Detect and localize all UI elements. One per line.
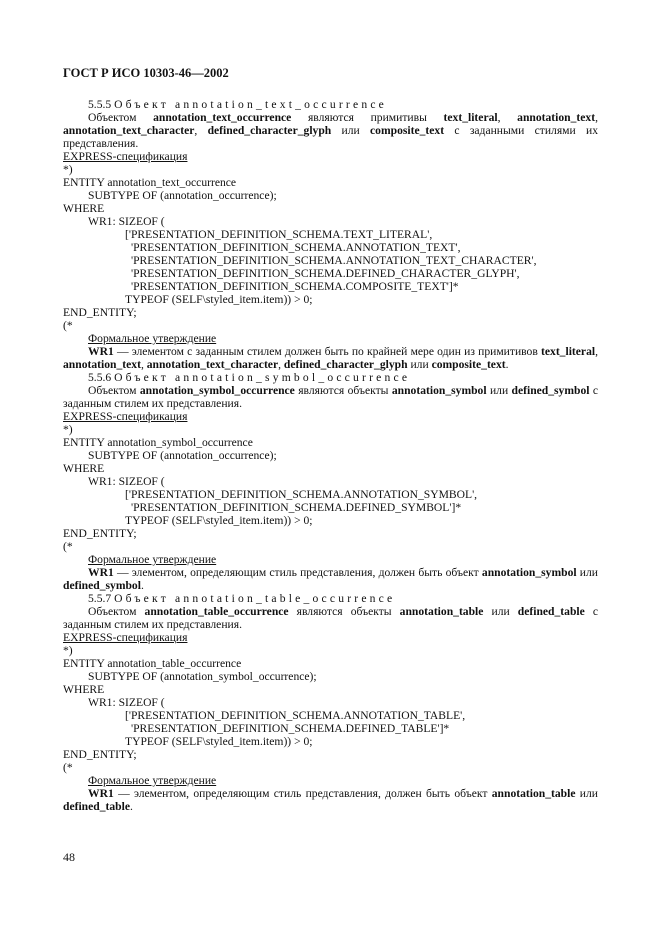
code-line: TYPEOF (SELF\styled_item.item)) > 0;	[125, 514, 313, 527]
text-run: ,	[595, 111, 598, 124]
code-line: TYPEOF (SELF\styled_item.item)) > 0;	[125, 293, 313, 306]
code-line: WHERE	[63, 202, 105, 215]
term: composite_text	[370, 124, 445, 137]
paragraph-text	[63, 345, 598, 371]
paragraph-text	[63, 566, 598, 592]
term: annotation_text_character	[146, 358, 279, 371]
section-description	[63, 384, 598, 410]
text-run: с заданным стилем их представления.	[63, 605, 599, 631]
text-run: ,	[278, 358, 284, 371]
text-run: или	[407, 358, 432, 371]
term: annotation_table	[399, 605, 484, 618]
text-run: или	[331, 124, 371, 137]
express-label: EXPRESS-спецификация	[63, 631, 188, 644]
section-annotation-text-occurrence	[63, 98, 598, 371]
term: annotation_table_occurrence	[144, 605, 289, 618]
code-line: 'PRESENTATION_DEFINITION_SCHEMA.DEFINED_CHARACTER_GLYPH',	[131, 267, 520, 280]
section-description	[63, 111, 598, 150]
text-run: ,	[497, 111, 518, 124]
term: WR1	[88, 566, 114, 579]
term: annotation_text_occurrence	[153, 111, 292, 124]
code-line: ENTITY annotation_text_occurrence	[63, 176, 237, 189]
paragraph-text	[63, 384, 598, 410]
code-line: 'PRESENTATION_DEFINITION_SCHEMA.COMPOSITE_TEXT']*	[131, 280, 459, 293]
section-title	[63, 592, 598, 605]
code-line: 'PRESENTATION_DEFINITION_SCHEMA.ANNOTATION_TEXT',	[131, 241, 461, 254]
term: composite_text	[431, 358, 506, 371]
section-number: 5.5.7	[88, 592, 112, 605]
text-run: .	[505, 358, 509, 371]
section-title-text: Объект annotation_text_occurrence	[114, 98, 388, 111]
term: WR1	[88, 345, 114, 358]
express-label: EXPRESS-спецификация	[63, 150, 188, 163]
document-header: ГОСТ Р ИСО 10303-46—2002	[63, 66, 229, 80]
formal-rule	[63, 345, 598, 371]
page-number: 48	[63, 850, 75, 864]
text-run: Объектом	[88, 605, 145, 618]
term: defined_table	[63, 800, 130, 813]
paragraph-text	[63, 787, 598, 813]
text-run: или	[483, 605, 518, 618]
text-run: Объектом	[88, 384, 140, 397]
term: defined_symbol	[63, 579, 141, 592]
formal-rule	[63, 566, 598, 592]
code-line: WHERE	[63, 683, 105, 696]
term: defined_character_glyph	[207, 124, 332, 137]
express-code	[63, 423, 598, 553]
code-line: 'PRESENTATION_DEFINITION_SCHEMA.DEFINED_TABLE']*	[131, 722, 450, 735]
code-line: ['PRESENTATION_DEFINITION_SCHEMA.TEXT_LITERAL',	[125, 228, 433, 241]
term: defined_table	[517, 605, 585, 618]
text-run: с заданным стилем их представления.	[63, 384, 599, 410]
text-run: .	[140, 579, 144, 592]
page-content	[63, 98, 598, 813]
term: annotation_text	[517, 111, 596, 124]
code-line: SUBTYPE OF (annotation_occurrence);	[88, 449, 277, 462]
term: defined_character_glyph	[283, 358, 408, 371]
code-line: SUBTYPE OF (annotation_occurrence);	[88, 189, 277, 202]
code-line: WR1: SIZEOF (	[88, 696, 165, 709]
formal-rule	[63, 787, 598, 813]
term: annotation_text_character	[63, 124, 195, 137]
code-line: (*	[63, 319, 73, 332]
formal-label: Формальное утверждение	[88, 332, 217, 345]
text-run: Объектом	[88, 111, 154, 124]
text-run: или	[486, 384, 512, 397]
term: annotation_text	[63, 358, 141, 371]
term: annotation_symbol_occurrence	[139, 384, 295, 397]
term: text_literal	[443, 111, 498, 124]
code-line: ['PRESENTATION_DEFINITION_SCHEMA.ANNOTATION_TABLE',	[125, 709, 466, 722]
code-line: END_ENTITY;	[63, 748, 137, 761]
text-run: или	[575, 787, 598, 800]
text-run: являются объекты	[294, 384, 392, 397]
text-run: ,	[595, 345, 598, 358]
section-title-text: Объект annotation_table_occurrence	[114, 592, 396, 605]
text-run: ,	[194, 124, 208, 137]
term: annotation_symbol	[391, 384, 487, 397]
text-run: ,	[140, 358, 147, 371]
code-line: WR1: SIZEOF (	[88, 215, 165, 228]
code-line: END_ENTITY;	[63, 527, 137, 540]
text-run: .	[130, 800, 133, 813]
formal-label: Формальное утверждение	[88, 553, 217, 566]
section-description	[63, 605, 598, 631]
text-run: — элементом с заданным стилем должен быть по крайней мере один из примитивов	[113, 345, 542, 358]
code-line: ['PRESENTATION_DEFINITION_SCHEMA.ANNOTATION_SYMBOL',	[125, 488, 478, 501]
code-line: END_ENTITY;	[63, 306, 137, 319]
code-line: SUBTYPE OF (annotation_symbol_occurrence);	[88, 670, 317, 683]
code-line: ENTITY annotation_symbol_occurrence	[63, 436, 253, 449]
code-line: ENTITY annotation_table_occurrence	[63, 657, 242, 670]
section-title-text: Объект annotation_symbol_occurrence	[114, 371, 411, 384]
formal-label: Формальное утверждение	[88, 774, 217, 787]
term: annotation_symbol	[481, 566, 577, 579]
text-run: с заданными стилями их представления.	[63, 124, 599, 150]
code-line: TYPEOF (SELF\styled_item.item)) > 0;	[125, 735, 313, 748]
text-run: являются примитивы	[291, 111, 444, 124]
term: annotation_table	[491, 787, 576, 800]
section-annotation-symbol-occurrence	[63, 371, 598, 592]
term: defined_symbol	[511, 384, 590, 397]
section-title	[63, 98, 598, 111]
paragraph-text	[63, 111, 598, 150]
code-line: WHERE	[63, 462, 105, 475]
text-run: — элементом, определяющим стиль представления, должен быть объект	[113, 566, 482, 579]
section-number: 5.5.6	[88, 371, 112, 384]
express-code	[63, 163, 598, 332]
text-run: или	[576, 566, 598, 579]
code-line: (*	[63, 761, 73, 774]
paragraph-text	[63, 605, 598, 631]
code-line: (*	[63, 540, 73, 553]
code-line: 'PRESENTATION_DEFINITION_SCHEMA.DEFINED_SYMBOL']*	[131, 501, 462, 514]
term: WR1	[88, 787, 114, 800]
express-code	[63, 644, 598, 774]
section-title	[63, 371, 598, 384]
code-line: 'PRESENTATION_DEFINITION_SCHEMA.ANNOTATION_TEXT_CHARACTER',	[131, 254, 537, 267]
text-run: являются объекты	[288, 605, 400, 618]
text-run: — элементом, определяющим стиль представления, должен быть объект	[113, 787, 492, 800]
express-label: EXPRESS-спецификация	[63, 410, 188, 423]
section-number: 5.5.5	[88, 98, 112, 111]
code-line: *)	[63, 163, 73, 176]
term: text_literal	[541, 345, 596, 358]
code-line: *)	[63, 644, 73, 657]
section-annotation-table-occurrence	[63, 592, 598, 813]
code-line: *)	[63, 423, 73, 436]
code-line: WR1: SIZEOF (	[88, 475, 165, 488]
